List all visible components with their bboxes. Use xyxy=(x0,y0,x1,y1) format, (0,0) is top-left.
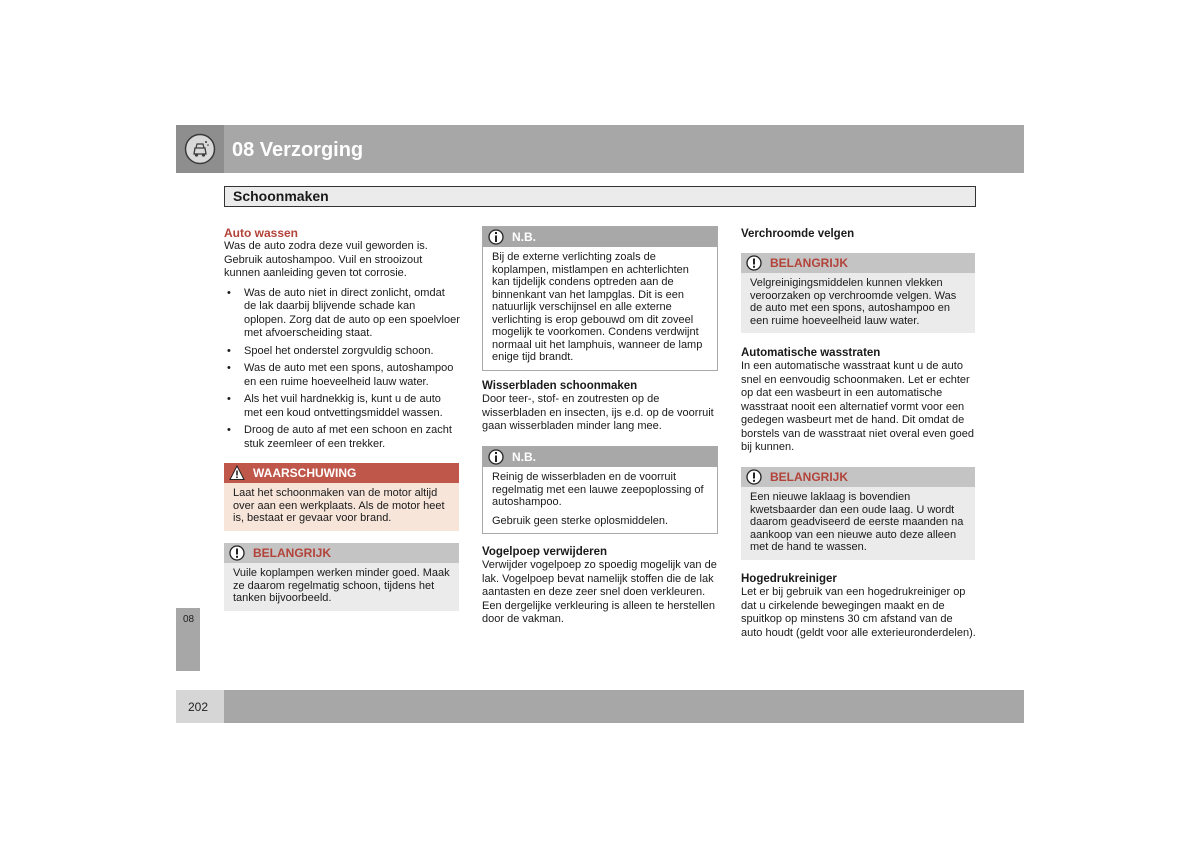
page-number: 202 xyxy=(188,700,209,714)
nb-text-block xyxy=(483,467,717,533)
important-text: Een nieuwe laklaag is bovendien kwetsbaarder dan een oude laag. U wordt daarom geadviseerd de eerste maanden na aankoop van een nieuwe auto deze alleen met de hand te wassen. xyxy=(741,487,975,560)
list-item: • Was de auto niet in direct zonlicht, omdat de lak daarbij blijvende schade kan oplopen. Zorg dat de auto op een spoelvloer met afvoerscheiding staat. xyxy=(227,286,460,339)
carwash-text: In een automatische wasstraat kunt u de auto snel en eenvoudig schoonmaken. Let er echter op dat een wasbeurt in een automatische wasstraat nooit een alternatief vormt voor een gedegen wasbeurt met de hand. Dit omdat de borstels van de wasstraat niet overal even goed bij kunnen. xyxy=(741,360,974,453)
warning-triangle-icon xyxy=(229,465,245,481)
nb-text: Bij de externe verlichting zoals de koplampen, mistlampen en achterlichten kan tijdelijk condens optreden aan de binnenkant van het lampglas. Dit is een natuurlijk verschijnsel en alle externe verlichting is erop gebouwd om dit zoveel mogelijk te voorkomen. Condens verdwijnt normaal uit het lamphuis, wanneer de lamp enige tijd brandt. xyxy=(483,247,717,370)
list-item: • Was de auto met een spons, autoshampoo en een ruime hoeveelheid lauw water. xyxy=(227,362,454,388)
section-title: Schoonmaken xyxy=(233,188,329,204)
chrome-section xyxy=(741,227,977,241)
nb-box-wipers xyxy=(482,446,718,534)
important-header xyxy=(224,543,459,563)
nb-label: N.B. xyxy=(512,450,536,464)
important-header xyxy=(741,467,975,487)
heading-wisserbladen: Wisserbladen schoonmaken xyxy=(482,380,638,392)
list-item: • Als het vuil hardnekkig is, kunt u de auto met een koud ontvettingsmiddel wassen. xyxy=(227,393,443,419)
bullet: • xyxy=(227,393,231,405)
nb-header xyxy=(483,447,717,467)
car-care-icon xyxy=(184,133,216,165)
carwash-section xyxy=(741,346,977,459)
heading-auto-wassen: Auto wassen xyxy=(224,226,299,240)
bird-text: Verwijder vogelpoep zo spoedig mogelijk van de lak. Vogelpoep bevat namelijk stoffen die de lak aantasten en deze zeer snel doen verkleuren. Een dergelijke verkleuring is alleen te herstellen door de vakman. xyxy=(482,559,717,625)
pressure-text: Let er bij gebruik van een hogedrukreiniger op dat u cirkelende bewegingen maakt en de spuitkop op minstens 30 cm afstand van de auto houdt (geldt voor alle exterieuronderdelen). xyxy=(741,586,976,639)
column-1 xyxy=(224,226,460,455)
important-text: Velgreinigingsmiddelen kunnen vlekken veroorzaken op verchroomde velgen. Was de auto met een spons, autoshampoo en een ruime hoeveelheid lauw water. xyxy=(741,273,975,333)
list-item: • Spoel het onderstel zorgvuldig schoon. xyxy=(227,344,434,357)
section-title-box xyxy=(224,186,976,207)
chapter-title: 08 Verzorging xyxy=(232,139,364,161)
bullet: • xyxy=(227,344,231,357)
chapter-icon-box xyxy=(176,125,224,173)
important-box-chrome xyxy=(741,253,975,333)
exclamation-icon xyxy=(229,545,245,561)
important-box xyxy=(224,543,459,611)
warning-box xyxy=(224,463,459,531)
pressure-section xyxy=(741,572,977,644)
important-label: BELANGRIJK xyxy=(253,546,332,560)
wiper-section xyxy=(482,379,718,438)
important-label: BELANGRIJK xyxy=(770,256,849,270)
bullet: • xyxy=(227,286,231,299)
important-header xyxy=(741,253,975,273)
nb-header xyxy=(483,227,717,247)
bird-section xyxy=(482,545,718,631)
warning-header xyxy=(224,463,459,483)
bullet: • xyxy=(227,362,231,374)
chapter-side-tab xyxy=(176,608,200,671)
heading-vogelpoep: Vogelpoep verwijderen xyxy=(482,546,608,558)
washing-tips-list xyxy=(224,287,460,452)
heading-hogedrukreiniger: Hogedrukreiniger xyxy=(741,573,837,585)
important-label: BELANGRIJK xyxy=(770,470,849,484)
nb-text-2: Gebruik geen sterke oplosmiddelen. xyxy=(492,514,669,527)
list-item: • Droog de auto af met een schoon en zacht stuk zeemleer of een trekker. xyxy=(227,424,452,450)
heading-verchroomde-velgen: Verchroomde velgen xyxy=(741,228,855,240)
info-icon xyxy=(488,229,504,245)
warning-text: Laat het schoonmaken van de motor altijd over aan een werkplaats. Als de motor heet is, bestaat er gevaar voor brand. xyxy=(224,483,459,531)
exclamation-icon xyxy=(746,255,762,271)
nb-box-lights xyxy=(482,226,718,371)
nb-text: Reinig de wisserbladen en de voorruit regelmatig met een lauwe zeepoplossing of autoshampoo. xyxy=(492,471,704,508)
exclamation-icon xyxy=(746,469,762,485)
warning-label: WAARSCHUWING xyxy=(253,466,357,480)
side-tab-label: 08 xyxy=(183,614,195,625)
bullet: • xyxy=(227,424,231,436)
footer-bar xyxy=(224,690,1024,723)
important-text: Vuile koplampen werken minder goed. Maak ze daarom regelmatig schoon, tijdens het tanken bijvoorbeeld. xyxy=(224,563,459,611)
heading-automatische-wasstraten: Automatische wasstraten xyxy=(741,347,881,359)
nb-label: N.B. xyxy=(512,230,536,244)
wiper-text: Door teer-, stof- en zoutresten op de wisserbladen en insecten, ijs e.d. op de voorruit gaan wisserbladen minder lang mee. xyxy=(482,393,714,432)
intro-text: Was de auto zodra deze vuil geworden is. Gebruik autoshampoo. Vuil en strooizout kunnen aanleiding geven tot corrosie. xyxy=(224,240,428,279)
info-icon xyxy=(488,449,504,465)
important-box-paint xyxy=(741,467,975,560)
